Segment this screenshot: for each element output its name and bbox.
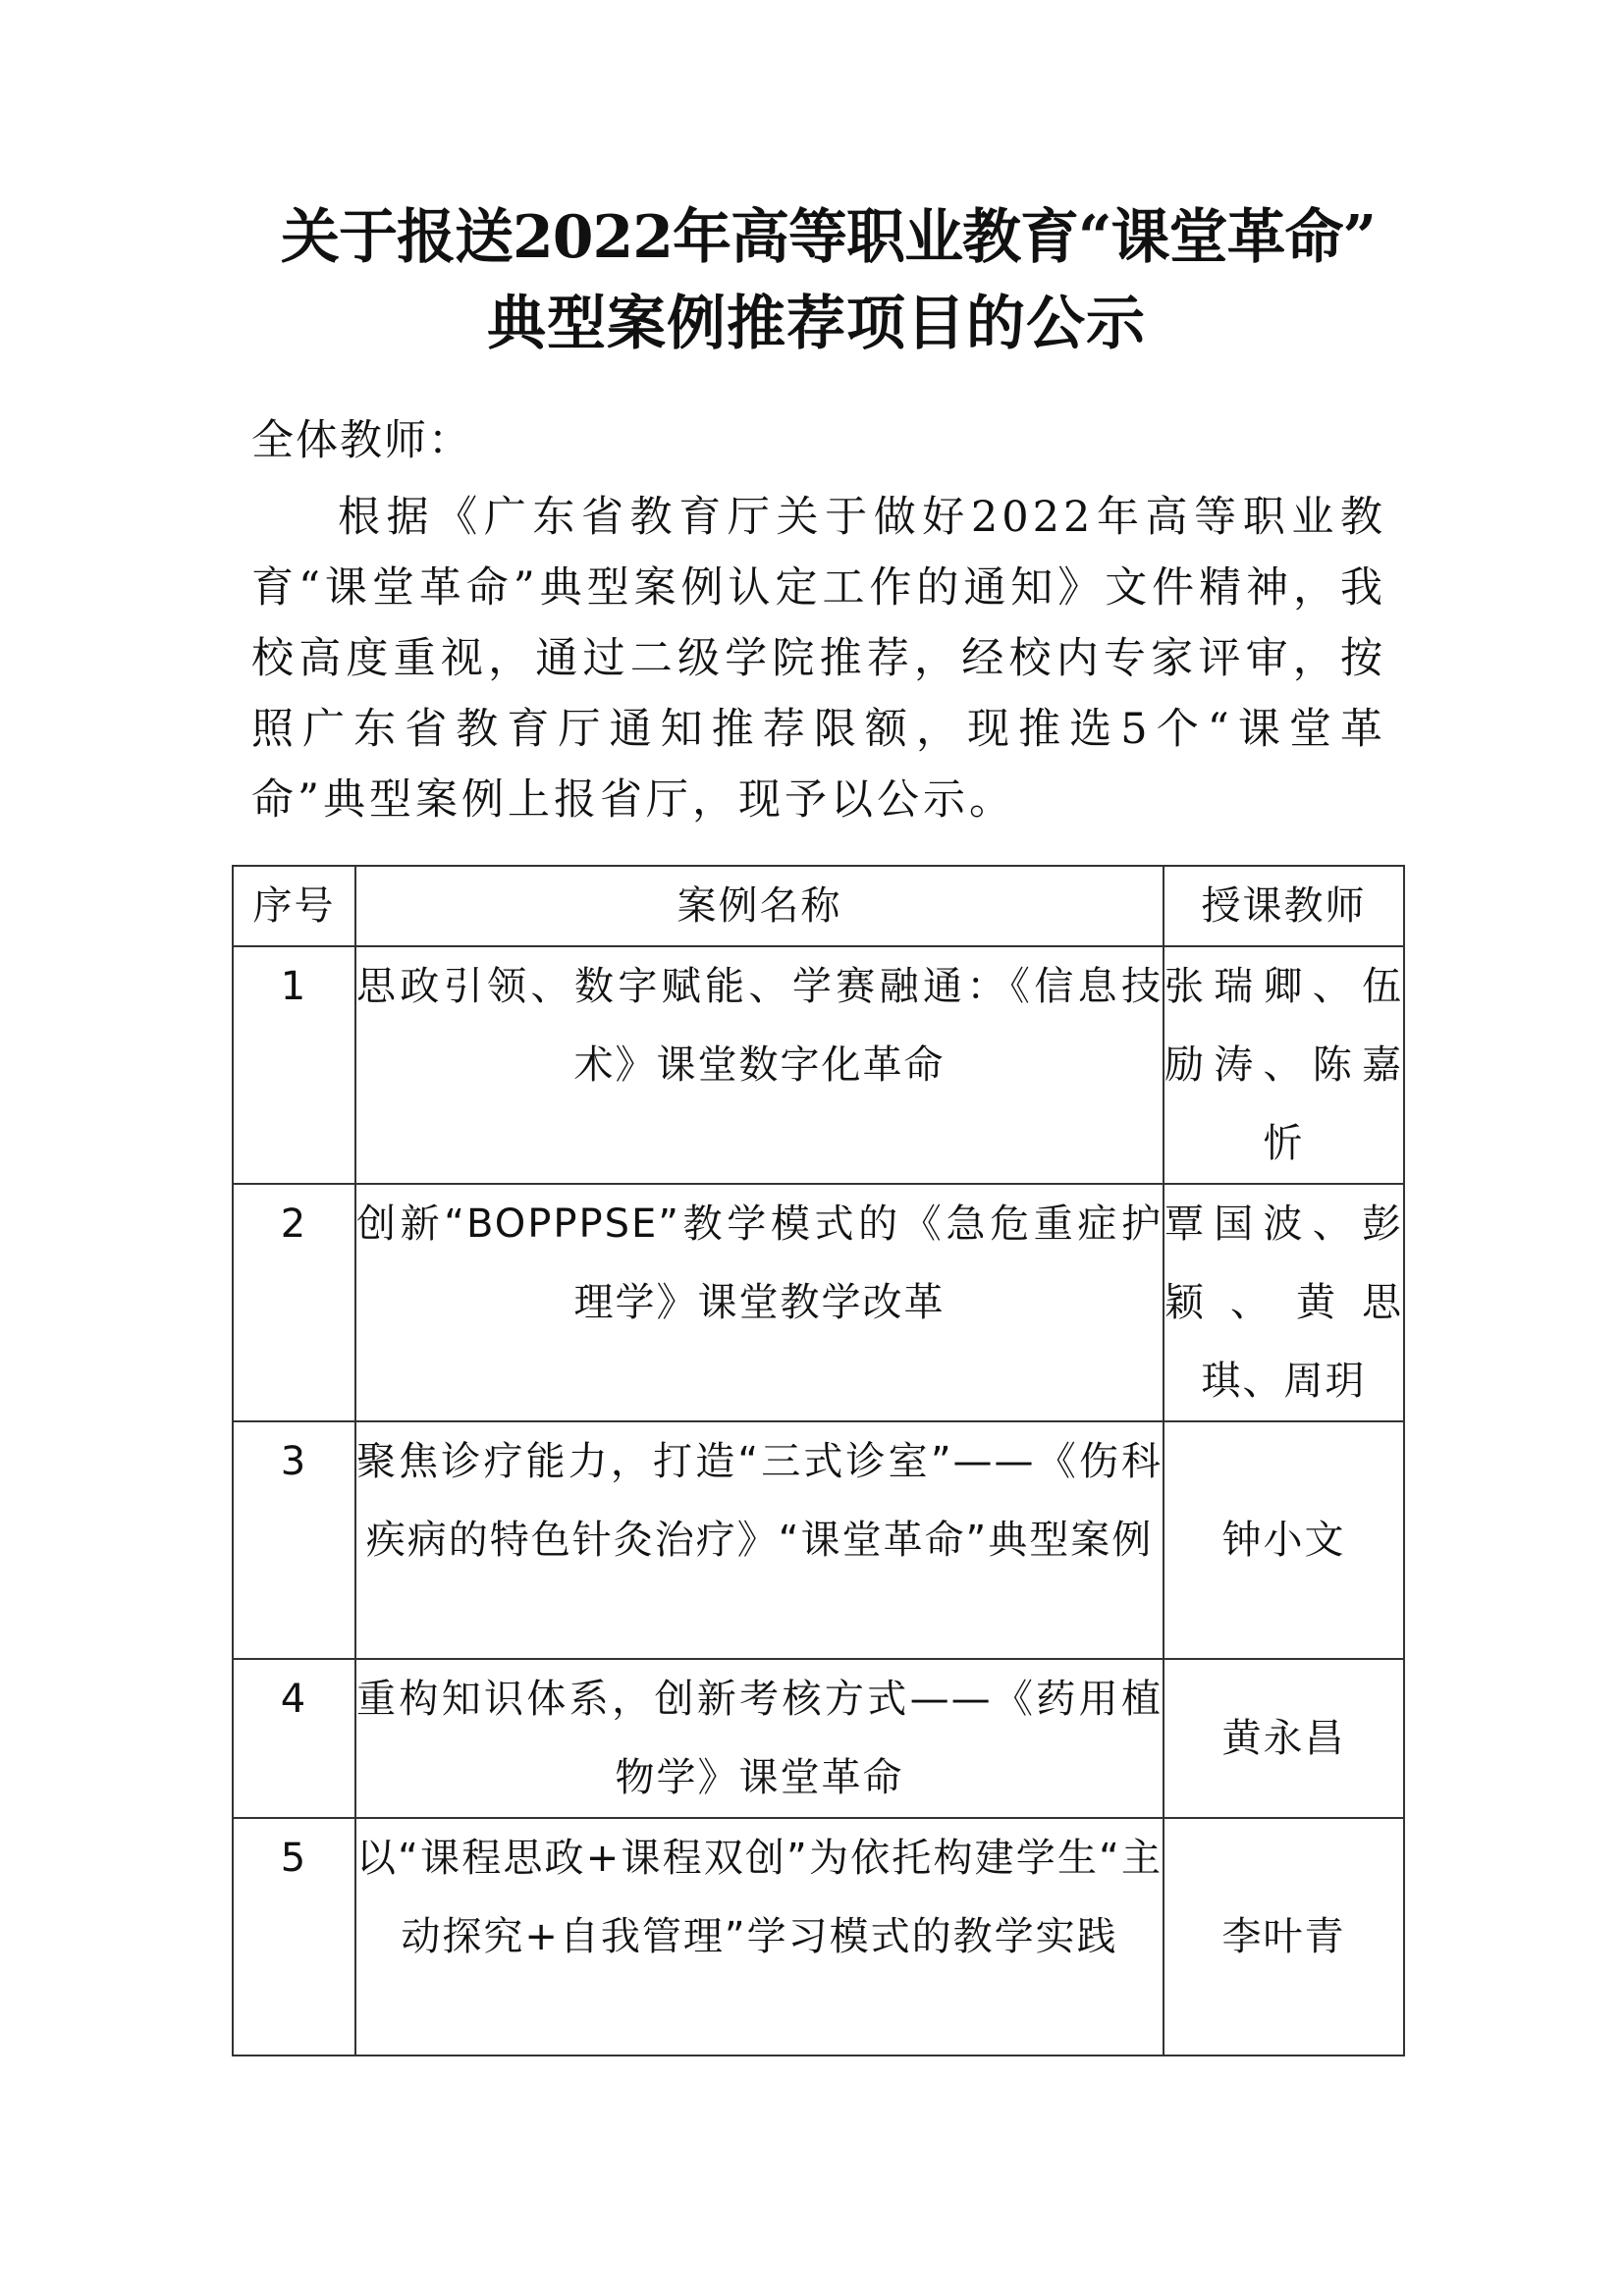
table-row — [233, 1421, 1404, 1659]
body-paragraph: 根据《广东省教育厅关于做好2022年高等职业教育“课堂革命”典型案例认定工作的通知》文件精神，我校高度重视，通过二级学院推荐，经校内专家评审，按照广东省教育厅通知推荐限额，现推选5个“课堂革命”典型案例上报省厅，现予以公示。 — [251, 493, 1386, 825]
row-number: 5 — [233, 1818, 355, 2056]
case-name: 创新“BOPPPSE”教学模式的《急危重症护理学》课堂教学改革 — [355, 1184, 1164, 1421]
teacher-names: 钟小文 — [1164, 1421, 1404, 1659]
table-row — [233, 1818, 1404, 2056]
salutation: 全体教师： — [251, 416, 472, 465]
case-name: 以“课程思政+课程双创”为依托构建学生“主动探究+自我管理”学习模式的教学实践 — [355, 1818, 1164, 2056]
header-no: 序号 — [233, 866, 355, 946]
title-line-2: 典型案例推荐项目的公示 — [487, 290, 1146, 358]
case-name: 重构知识体系，创新考核方式——《药用植物学》课堂革命 — [355, 1659, 1164, 1818]
table-row — [233, 1659, 1404, 1818]
teacher-names: 覃国波、彭颖、黄思琪、周玥 — [1164, 1184, 1404, 1421]
row-number: 2 — [233, 1184, 355, 1421]
row-number: 4 — [233, 1659, 355, 1818]
header-case-name: 案例名称 — [355, 866, 1164, 946]
row-number: 3 — [233, 1421, 355, 1659]
teacher-names: 黄永昌 — [1164, 1659, 1404, 1818]
case-table — [232, 865, 1405, 2056]
title-line-1: 关于报送2022年高等职业教育“课堂革命” — [281, 203, 1377, 272]
row-number: 1 — [233, 946, 355, 1184]
case-name: 思政引领、数字赋能、学赛融通：《信息技术》课堂数字化革命 — [355, 946, 1164, 1184]
case-name: 聚焦诊疗能力，打造“三式诊室”——《伤科疾病的特色针灸治疗》“课堂革命”典型案例 — [355, 1421, 1164, 1659]
teacher-names: 李叶青 — [1164, 1818, 1404, 2056]
teacher-names: 张瑞卿、伍励涛、陈嘉忻 — [1164, 946, 1404, 1184]
page-title — [0, 194, 1624, 367]
table-header-row — [233, 866, 1404, 946]
table-row — [233, 1184, 1404, 1421]
table-row — [233, 946, 1404, 1184]
header-teacher: 授课教师 — [1164, 866, 1404, 946]
